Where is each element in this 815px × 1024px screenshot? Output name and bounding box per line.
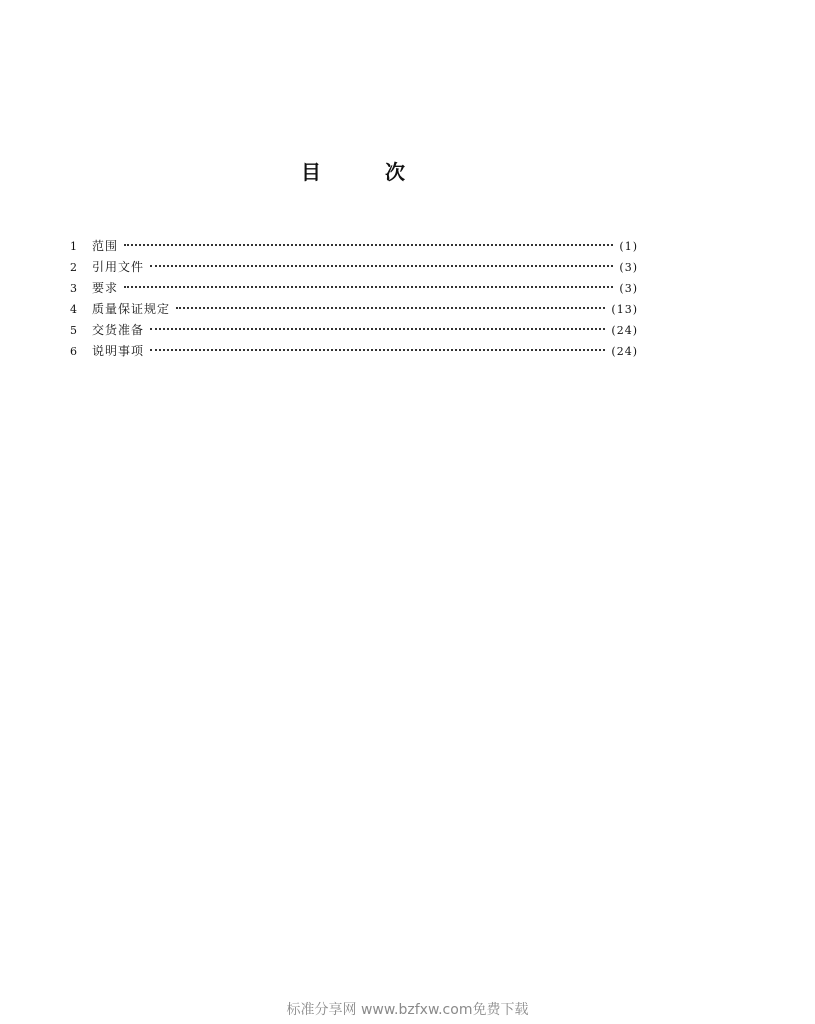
table-of-contents — [70, 236, 638, 362]
title-char-mu: 目 — [301, 160, 321, 184]
toc-leader-dots — [124, 285, 613, 288]
toc-entry-page: (24) — [611, 345, 638, 358]
toc-leader-dots — [150, 264, 613, 267]
toc-entry-title: 引用文件 — [92, 260, 145, 274]
toc-entry-number: 6 — [70, 345, 77, 358]
toc-entry-number: 3 — [70, 282, 77, 295]
toc-leader-dots — [150, 348, 605, 351]
toc-leader-dots — [124, 243, 613, 246]
footer-watermark: 标准分享网 www.bzfxw.com免费下载 — [286, 1002, 529, 1018]
toc-entry-page: (24) — [611, 324, 638, 337]
toc-entry-title: 交货准备 — [92, 323, 145, 337]
toc-entry-page: (3) — [619, 282, 638, 295]
toc-entry-referenced-documents[interactable] — [70, 257, 638, 278]
toc-leader-dots — [176, 306, 605, 309]
toc-entry-page: (1) — [619, 240, 638, 253]
toc-entry-title: 说明事项 — [92, 344, 145, 358]
title-char-ci: 次 — [385, 160, 405, 184]
toc-entry-delivery-preparation[interactable] — [70, 320, 638, 341]
toc-entry-title: 质量保证规定 — [92, 302, 171, 316]
toc-entry-number: 4 — [70, 303, 77, 316]
toc-entry-page: (13) — [611, 303, 638, 316]
page-title — [0, 158, 815, 188]
toc-entry-requirements[interactable] — [70, 278, 638, 299]
toc-entry-title: 要求 — [92, 281, 119, 295]
toc-entry-page: (3) — [619, 261, 638, 274]
toc-entry-scope[interactable] — [70, 236, 638, 257]
toc-entry-number: 2 — [70, 261, 77, 274]
toc-leader-dots — [150, 327, 605, 330]
toc-entry-notes[interactable] — [70, 341, 638, 362]
toc-entry-quality-assurance[interactable] — [70, 299, 638, 320]
toc-entry-title: 范围 — [92, 239, 119, 253]
toc-entry-number: 1 — [70, 240, 77, 253]
toc-entry-number: 5 — [70, 324, 77, 337]
